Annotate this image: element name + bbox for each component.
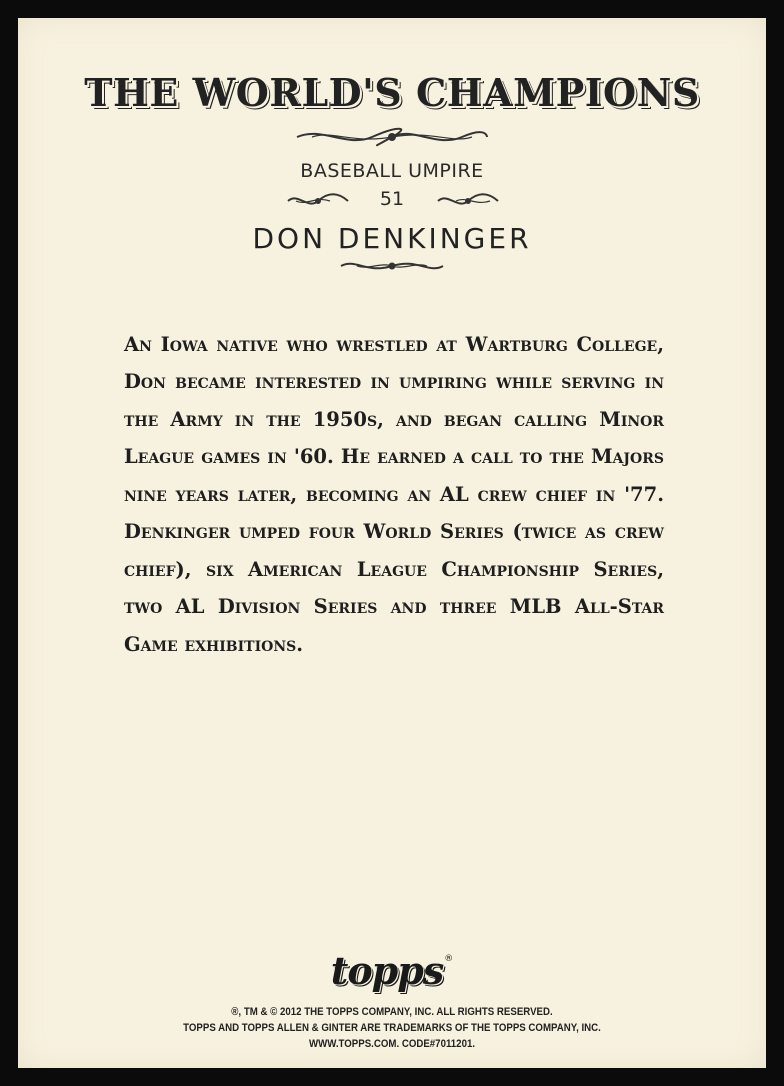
legal-line: ®, TM & © 2012 THE TOPPS COMPANY, INC. ALL RIGHTS RESERVED. bbox=[231, 1006, 553, 1018]
registered-mark: ® bbox=[444, 954, 454, 964]
legal-line: TOPPS AND TOPPS ALLEN & GINTER ARE TRADEMARKS OF THE TOPPS COMPANY, INC. bbox=[183, 1022, 601, 1034]
title-ornament-icon bbox=[18, 126, 766, 153]
topps-logo bbox=[18, 948, 766, 993]
right-flourish-icon bbox=[436, 190, 500, 217]
player-bio: An Iowa native who wrestled at Wartburg College, Don became interested in umpiring while serving in the Army in the 1950s, and began calling Minor League games in '60. He earned a call to the Majors nine years later, becoming an AL crew chief in '77. Denkinger umped four World Series (twice as crew chief), six American League Championship Series, two AL Division Series and three MLB All-Star Game exhibitions. bbox=[124, 332, 664, 656]
legal-line: WWW.TOPPS.COM. CODE#7011201. bbox=[308, 1038, 476, 1050]
card-subtitle: BASEBALL UMPIRE bbox=[300, 160, 484, 182]
card-back bbox=[18, 18, 766, 1068]
player-name: DON DENKINGER bbox=[252, 222, 532, 255]
card-number-row bbox=[18, 186, 766, 216]
topps-logo-text: topps bbox=[330, 948, 444, 993]
series-title-block bbox=[18, 70, 766, 115]
legal-text bbox=[63, 1004, 721, 1052]
name-ornament-icon bbox=[18, 256, 766, 281]
series-title: THE WORLD'S CHAMPIONS bbox=[84, 70, 700, 115]
card-number: 51 bbox=[379, 188, 405, 210]
